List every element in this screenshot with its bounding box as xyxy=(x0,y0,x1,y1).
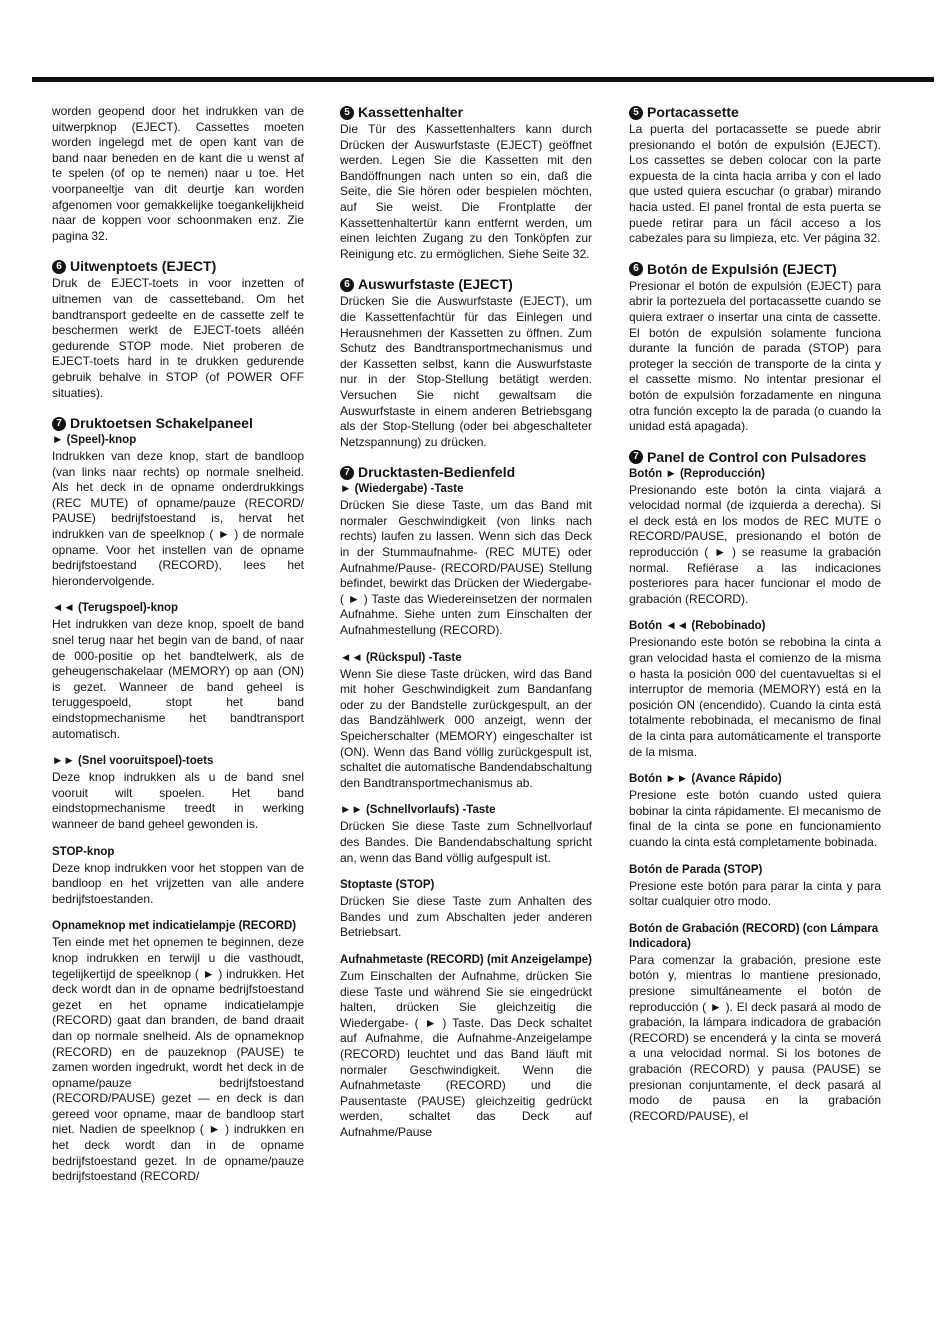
fast-forward-block xyxy=(629,772,881,850)
rewind-text: Wenn Sie diese Taste drücken, wird das Band mit hoher Geschwindigkeit zum Bandanfang oder zu der Bandstelle zurückgespult, an der das Bandzählwerk 000 anzeigt, wenn der Speicherschalter (MEMORY) eingeschalter ist (ON). Wenn das Band völlig zurückgespult ist, schaltet die automatische Bandendabschaltung den Bandtransportmechanismus ab. xyxy=(340,666,592,790)
section-number-badge: 6 xyxy=(629,262,643,276)
fast-forward-block xyxy=(340,803,592,866)
section-heading: Botón de Expulsión (EJECT) xyxy=(647,260,837,277)
column-dutch xyxy=(52,104,304,1185)
section-heading: Uitwenptoets (EJECT) xyxy=(70,258,217,275)
stop-text: Presione este botón para parar la cinta y para soltar cualquier otro modo. xyxy=(629,878,881,909)
fast-forward-heading: ►► (Schnellvorlaufs) -Taste xyxy=(340,804,496,817)
record-heading: Aufnahmetaste (RECORD) (mit Anzeigelampe) xyxy=(340,953,592,966)
record-block xyxy=(629,922,881,1125)
section-text: Die Tür des Kassettenhalters kann durch Drücken der Auswurfstaste (EJECT) geöffnet werden. Legen Sie die Kassetten mit den Bandöffnungen nach unten so ein, daß die Seite, die Sie hören oder bespielen möchten, auf Sie weist. Die Frontplatte der Kassettenhaltertür kann entfernt werden, um einen leichten Zugang zu den Tonköpfen zur Reinigung etc. zu ermöglichen. Siehe Seite 32. xyxy=(340,122,592,261)
play-heading: Botón ► (Reproducción) xyxy=(629,467,765,480)
record-text: Para comenzar la grabación, presione este botón y, mientras lo mantiene presionado, presione simultáneamente el botón de reproducción ( ► ). El deck pasará al modo de grabación, la lámpara indicadora de grabación (RECORD) se encenderá y la cinta se moverá a una velocidad normal. Si los botones de grabación (RECORD) y pausa (PAUSE) se presionan conjuntamente, el deck pasará al modo de pausa en la grabación (RECORD/PAUSE), el xyxy=(629,952,881,1123)
section-cassette-holder xyxy=(629,104,881,247)
stop-block xyxy=(52,845,304,908)
fast-forward-heading: Botón ►► (Avance Rápido) xyxy=(629,773,782,786)
stop-text: Deze knop indrukken voor het stoppen van de bandloop en het vrijzetten van alle andere bedrijfstoestanden. xyxy=(52,860,304,906)
play-text: Indrukken van deze knop, start de bandloop (van links naar rechts) op normale snelheid. Als het deck in de opname onderdrukkings (REC MUTE) of opname/pauze (RECORD/ PAUSE) bedrijfstoestand is, hervat het indrukken van de speelknop ( ► ) de normale opname. Voor het instellen van de opname bedrijfstoestand (RECORD), lees het hierondervolgende. xyxy=(52,449,304,588)
fast-forward-heading: ►► (Snel vooruitspoel)-toets xyxy=(52,755,214,768)
rewind-block xyxy=(629,619,881,760)
section-control-panel xyxy=(340,464,592,638)
section-text: Presionar el botón de expulsión (EJECT) para abrir la portezuela del portacassette cuando se quiera extraer o insertar una cinta de cassette. El botón de expulsión solamente funciona durante la función de parada (STOP) para proteger la sección de transporte de la cinta y el cassette mismo. No intentar presionar el botón de expulsión forzadamente en ninguna otra función excepto la de parada (o cuando la unidad está apagada). xyxy=(629,278,881,434)
rewind-heading: Botón ◄◄ (Rebobinado) xyxy=(629,620,766,633)
record-heading: Botón de Grabación (RECORD) (con Lámpara Indicadora) xyxy=(629,922,879,950)
stop-block xyxy=(629,863,881,910)
stop-heading: Botón de Parada (STOP) xyxy=(629,863,763,876)
section-control-panel xyxy=(52,415,304,589)
rewind-block xyxy=(52,601,304,742)
fast-forward-text: Presione este botón cuando usted quiera bobinar la cinta rápidamente. El mecanismo de final de la cinta se pone en funcionamiento cuando la cinta está completamente bobinada. xyxy=(629,788,881,849)
top-rule xyxy=(32,77,934,82)
section-eject xyxy=(629,261,881,435)
record-text: Zum Einschalten der Aufnahme, drücken Sie diese Taste und während Sie sie eingedrückt halten, drücken Sie gleichzeitig die Wiedergabe- ( ► ) Taste. Das Deck schaltet auf Aufnahme, die Aufnahme-Anzeigelampe (RECORD) leuchtet und das Band läuft mit normaler Geschwindigkeit. Wenn die Aufnahmetaste (RECORD) und die Pausentaste (PAUSE) gleichzeitig gedrückt werden, schaltet das Deck auf Aufnahme/Pause xyxy=(340,968,592,1139)
record-block xyxy=(52,919,304,1185)
section-heading: Auswurfstaste (EJECT) xyxy=(358,276,513,293)
intro-paragraph: worden geopend door het indrukken van de uitwerpknop (EJECT). Cassettes moeten worden ingelegd met de open kant van de band naar beneden en de kant die u wenst af te spelen (of op te nemen) naar u toe. Het voorpaneeltje van dit deurtje kan worden afgenomen voor gemakkelijke toegankelijkheid naar de koppen voor schoonmaken enz. Zie pagina 32. xyxy=(52,104,304,243)
play-heading: ► (Speel)-knop xyxy=(52,434,137,447)
section-eject xyxy=(340,276,592,450)
section-number-badge: 7 xyxy=(340,466,354,480)
section-text: Drücken Sie die Auswurfstaste (EJECT), um die Kassettenfachtür für das Einlegen und Herausnehmen der Kassetten zu öffnen. Zum Schutz des Bandtransportmechanismus und der Kassetten selbst, kann die Auswurfstaste nur in der Stop-Stellung betätigt werden. Versuchen Sie nicht gewaltsam die Auswurfstaste in einem anderen Betriebsgang als der Stop-Stellung (oder bei abgeschalteter Netzspannung) zu drücken. xyxy=(340,294,592,449)
play-heading: ► (Wiedergabe) -Taste xyxy=(340,483,464,496)
play-text: Drücken Sie diese Taste, um das Band mit normaler Geschwindigkeit (von links nach rechts) laufen zu lassen. Wenn sich das Deck in der Stummaufnahme- (REC MUTE) oder Aufnahme/Pause- (RECORD/PAUSE) Stellung befindet, bewirkt das Drücken der Wiedergabe- ( ► ) Taste das Wiedereinsetzen der normalen Aufnahme. Siehe unten zum Einschalten der Aufnahmestellung (RECORD). xyxy=(340,498,592,638)
column-spanish xyxy=(629,104,881,1124)
rewind-text: Presionando este botón se rebobina la cinta a gran velocidad hasta el comienzo de la misma o hasta la posición 000 del cuentavueltas si el interruptor de memoria (MEMORY) está en la posición ON (encendido). Cuando la cinta está totalmente rebobinada, el mecanismo de final de la cinta para automáticamente el transporte de la misma. xyxy=(629,635,881,759)
section-heading: Druktoetsen Schakelpaneel xyxy=(70,415,253,432)
play-text: Presionando este botón la cinta viajará a velocidad normal (de izquierda a derecha). Si el deck está en los modos de REC MUTE o RECORD/PAUSE, presionando el botón de reproducción ( ► ) se reasume la grabación normal. Refiérase a las indicaciones posteriores para hacer funcionar el modo de grabación (RECORD). xyxy=(629,482,881,606)
section-heading: Portacassette xyxy=(647,104,739,120)
stop-text: Drücken Sie diese Taste zum Anhalten des Bandes und zum Abschalten jeder anderen Betriebsart. xyxy=(340,894,592,940)
rewind-heading: ◄◄ (Terugspoel)-knop xyxy=(52,602,179,615)
column-german xyxy=(340,104,592,1140)
section-heading: Panel de Control con Pulsadores xyxy=(647,448,867,465)
fast-forward-text: Drücken Sie diese Taste zum Schnellvorlauf des Bandes. Die Bandendabschaltung spricht an, wenn das Band völlig aufgespult ist. xyxy=(340,819,592,865)
section-number-badge: 7 xyxy=(629,450,643,464)
rewind-heading: ◄◄ (Rückspul) -Taste xyxy=(340,651,462,664)
section-text: La puerta del portacassette se puede abrir presionando el botón de expulsión (EJECT). Los cassettes se deben colocar con la parte expuesta de la cinta hacia arriba y con el lado que usted quiera escuchar (o grabar) mirando hacia usted. El panel frontal de esta puerta se puede retirar para un fácil acceso a los cabezales para su limpieza, etc. Ver página 32. xyxy=(629,122,881,246)
record-text: Ten einde met het opnemen te beginnen, deze knop indrukken en terwijl u die vasthoudt, tegelijkertijd de speelknop ( ► ) indrukken. Het deck wordt dan in de opname bedrijfstoestand gezet en het opname indicatielampje (RECORD) gaat dan branden, de band draait dan op normale snelheid. Als de opnameknop (RECORD) en de pauzeknop (PAUSE) te zamen worden ingedrukt, wordt het deck in de opname/pauze bedrijfstoestand (RECORD/PAUSE) gezet — en deck is dan gereed voor opname, maar de bandloop start niet. Nadien de speelknop ( ► ) indrukken en het deck wordt dan in de opname bedrijfstoestand gezet. In de opname/pauze bedrijfstoestand (RECORD/ xyxy=(52,935,304,1184)
fast-forward-text: Deze knop indrukken als u de band snel vooruit wilt spoelen. Het band eindstopmechanisme treedt in werking wanneer de band geheel gewonden is. xyxy=(52,770,304,831)
section-eject xyxy=(52,258,304,401)
section-cassette-holder xyxy=(340,104,592,262)
section-number-badge: 5 xyxy=(629,106,643,120)
record-block xyxy=(340,953,592,1141)
section-heading: Drucktasten-Bedienfeld xyxy=(358,464,516,481)
stop-heading: Stoptaste (STOP) xyxy=(340,879,435,892)
section-number-badge: 5 xyxy=(340,106,354,120)
section-number-badge: 6 xyxy=(340,278,354,292)
stop-heading: STOP-knop xyxy=(52,845,115,858)
section-text: Druk de EJECT-toets in voor inzetten of uitnemen van de cassetteband. Om het bandtransport gedeelte en de cassette zelf te beschermen werkt de EJECT-toets alléén gedurende STOP mode. Niet proberen de EJECT-toets hard in te drukken gedurende gebruik behalve in STOP (of POWER OFF situaties). xyxy=(52,276,304,400)
section-control-panel xyxy=(629,449,881,608)
record-heading: Opnameknop met indicatielampje (RECORD) xyxy=(52,920,297,933)
rewind-block xyxy=(340,651,592,792)
fast-forward-block xyxy=(52,754,304,832)
rewind-text: Het indrukken van deze knop, spoelt de band snel terug naar het begin van de band, of naar de 000-positie op het bandtelwerk, als de geheugenschakelaar (MEMORY) op aan (ON) is gezet. Wanneer de band geheel is teruggespoeld, stopt het band eindstopmechanisme het bandtransport automatisch. xyxy=(52,617,304,741)
section-heading: Kassettenhalter xyxy=(358,104,464,120)
stop-block xyxy=(340,878,592,941)
section-number-badge: 7 xyxy=(52,417,66,431)
section-number-badge: 6 xyxy=(52,260,66,274)
